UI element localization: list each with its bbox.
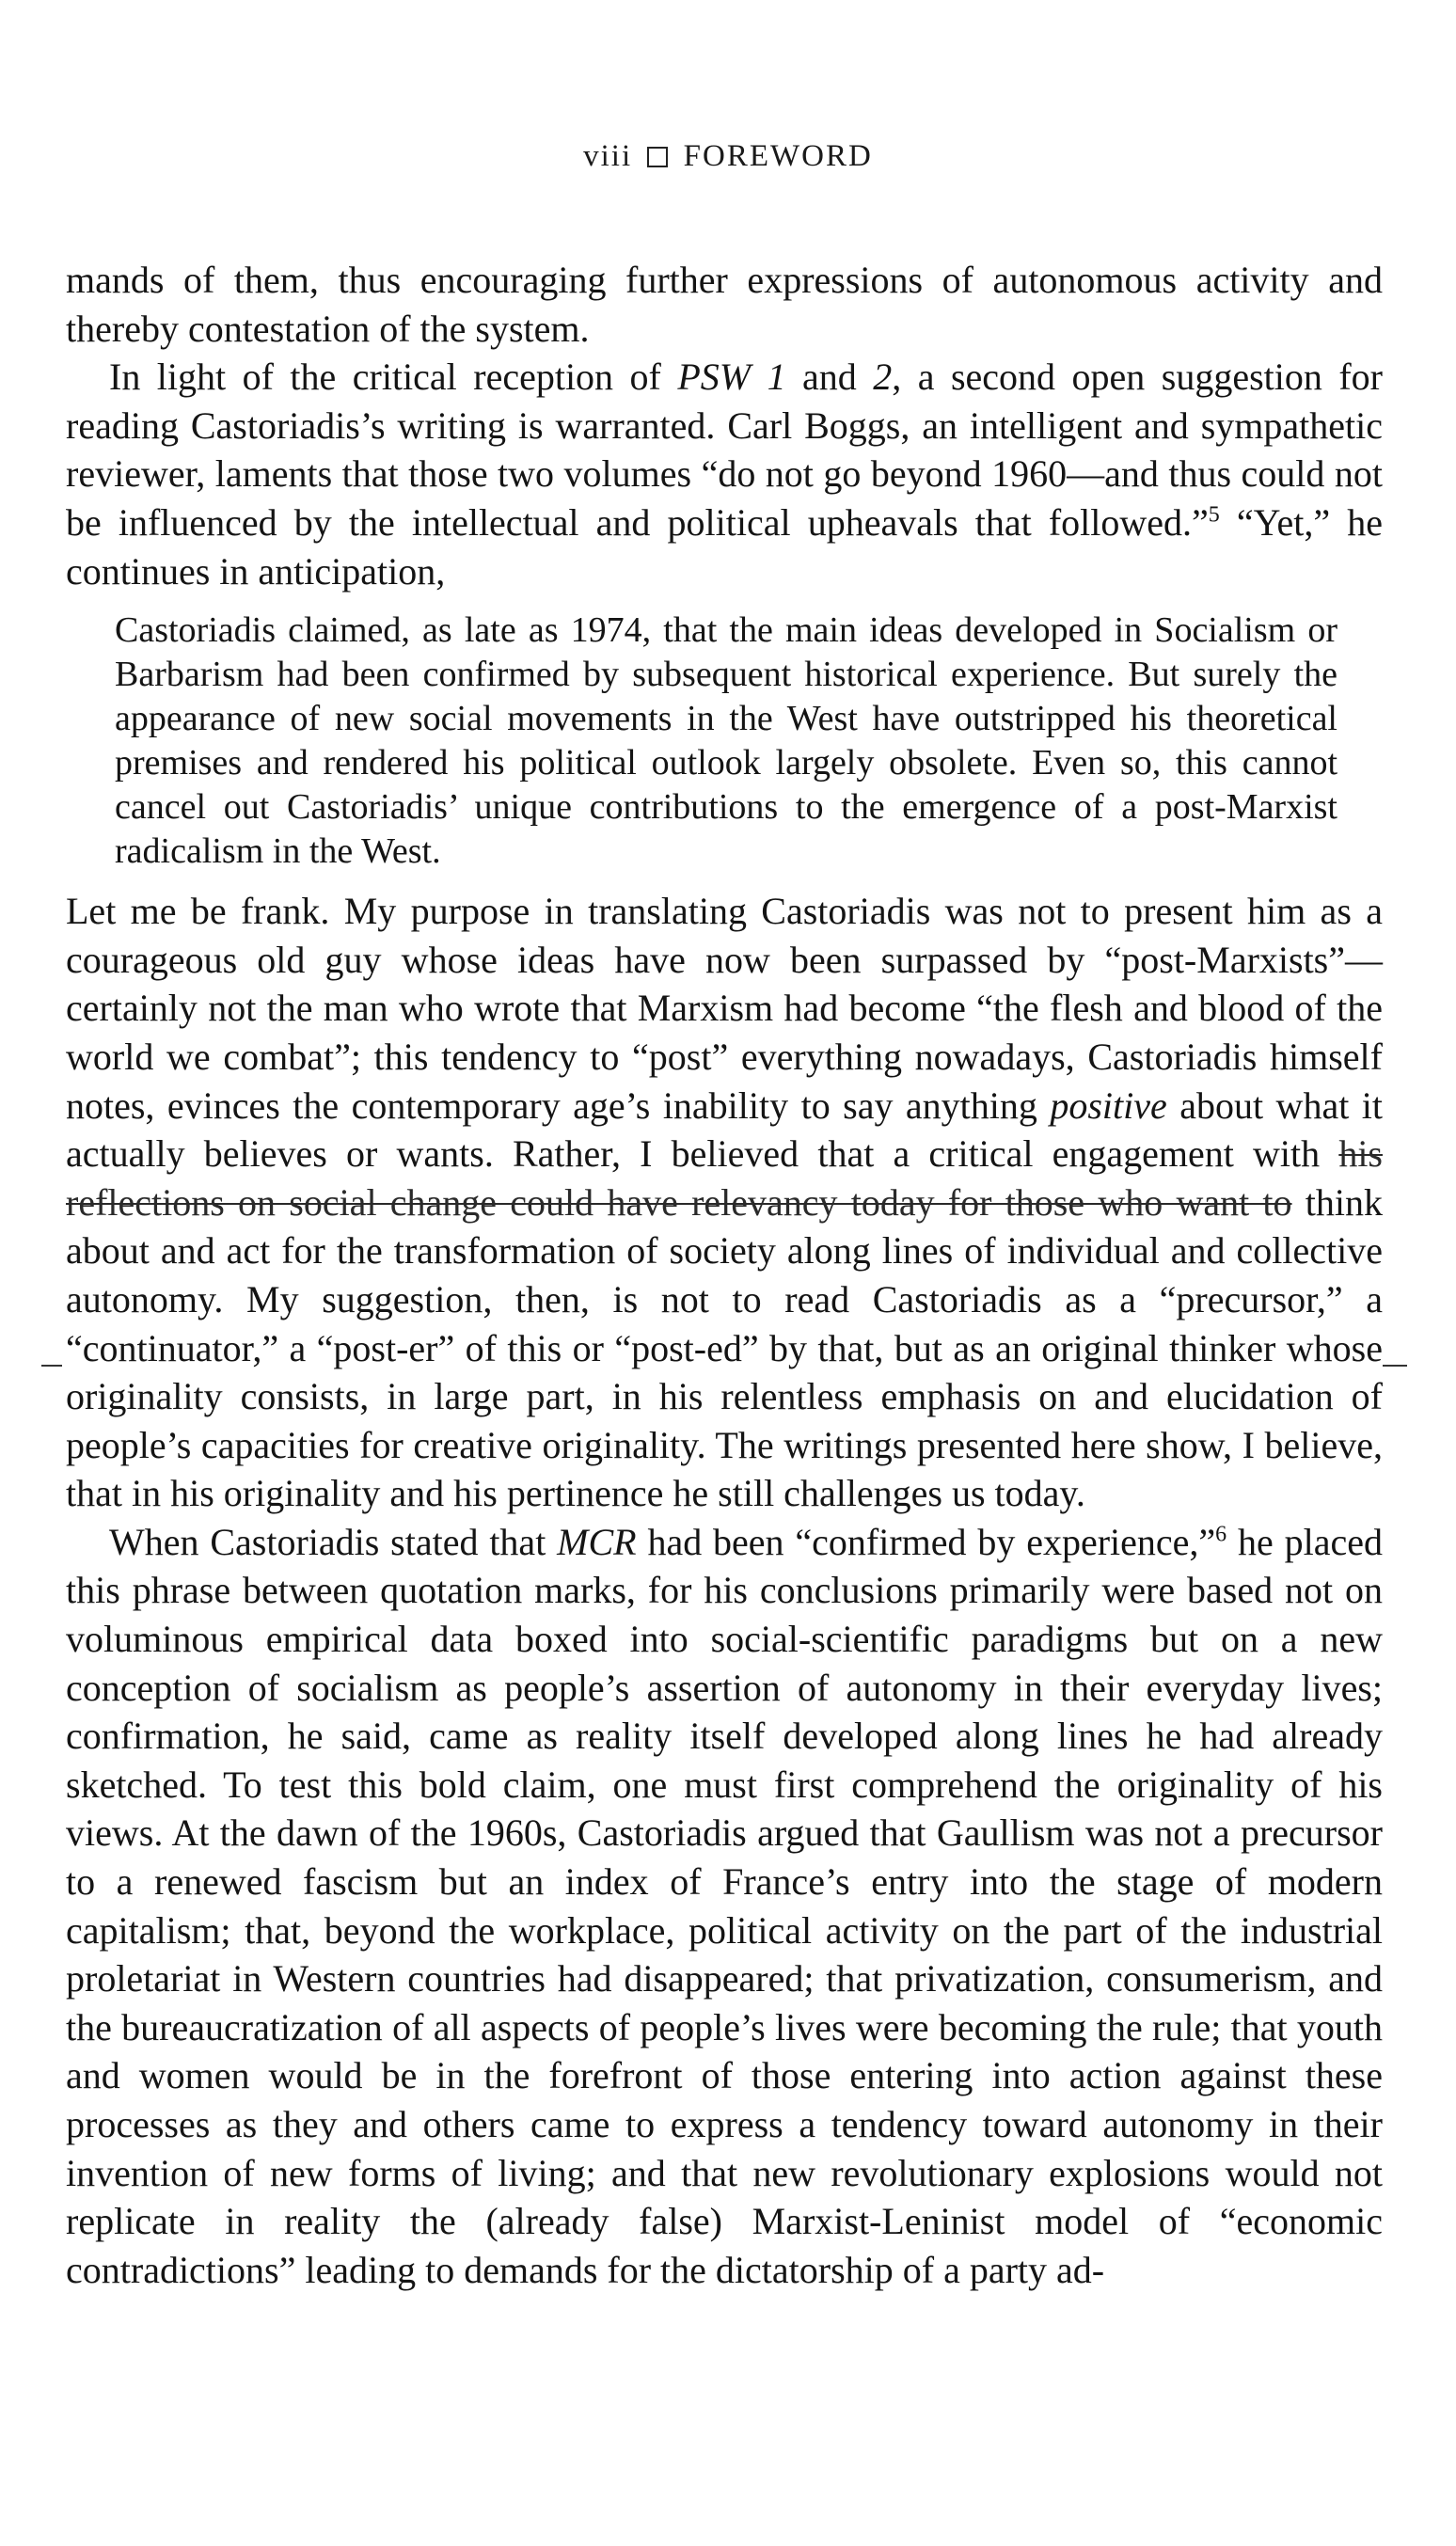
paragraph-critical-reception: [66, 353, 1383, 595]
p2-text-a: In light of the critical reception of: [109, 356, 678, 399]
p3-text-b: about what it actually believes or wants. Rather, I believed that a critical engagement with: [66, 1083, 1383, 1176]
margin-mark-right: [1383, 1365, 1407, 1367]
p4-text-a: When Castoriadis stated that: [109, 1520, 558, 1563]
margin-mark-left: [41, 1365, 62, 1367]
p2-italic-title-2: 2: [873, 356, 893, 399]
block-quote: [115, 609, 1337, 874]
paragraph-continuation: [66, 256, 1383, 353]
p2-text-c: , a second open suggestion for reading Castoriadis’s writing is warranted. Carl Boggs, an intelligent and sympathetic reviewer, laments that those two volumes “do not go beyond 1960—and thus could not be influenced by the intellectual and political upheavals that followed.”: [66, 356, 1383, 544]
p3-text-c: think about and act for the transformation of society along lines of individual and collective autonomy. My suggestion, then, is not to read Castoriadis as a “precursor,” a “continuator,” a “post-er” of this or “post-ed” by that, but as an original thinker whose originality consists, in large part, in his relentless emphasis on and elucidation of people’s capacities for creative originality. The writings presented here show, I believe, that in his originality and his pertinence he still challenges us today.: [66, 1180, 1383, 1515]
p4-text-c: he placed this phrase between quotation marks, for his conclusions primarily were based not on voluminous empirical data boxed into social-scientific paradigms but on a new conception of socialism as people’s assertion of autonomy in their everyday lives; confirmation, he said, came as reality itself developed along lines he had already sketched. To test this bold claim, one must first comprehend the originality of his views. At the dawn of the 1960s, Castoriadis argued that Gaullism was not a precursor to a renewed fascism but an index of France’s entry into the stage of modern capitalism; that, beyond the workplace, political activity on the part of the industrial proletariat in Western countries had disappeared; that privatization, consumerism, and the bureaucratization of all aspects of people’s lives were becoming the rule; that youth and women would be in the forefront of those entering into action against these processes as they and others came to express a tendency toward autonomy in their invention of new forms of living; and that new revolutionary explosions would not replicate in reality the (already false) Marxist-Leninist model of “economic contradictions” leading to demands for the dictatorship of a party ad-: [66, 1520, 1383, 2291]
p4-italic-mcr: MCR: [557, 1520, 637, 1563]
p3-text-a: Let me be frank. My purpose in translating Castoriadis was not to present him as a courageous old guy whose ideas have now been surpassed by “post-Marxists”—certainly not the man who wrote that Marxism had become “the flesh and blood of the world we combat”; this tendency to “post” everything nowadays, Castoriadis himself notes, evinces the contemporary age’s inability to say anything: [66, 890, 1383, 1127]
p2-text-b: and: [785, 356, 874, 399]
p2-italic-title: PSW 1: [677, 356, 786, 399]
box-ornament-icon: [647, 147, 668, 167]
section-title: FOREWORD: [683, 139, 873, 173]
paragraph-let-me-be-frank: [66, 887, 1383, 1518]
quote-text: Castoriadis claimed, as late as 1974, that the main ideas developed in Socialism or Barbarism had been confirmed by subsequent historical experience. But surely the appearance of new social movements in the West have outstripped his theoretical premises and rendered his political outlook largely obsolete. Even so, this cannot cancel out Castoriadis’ unique contributions to the emergence of a post-Marxist radicalism in the West.: [115, 610, 1337, 872]
p2-text-d: “Yet,” he continues in anticipation,: [66, 500, 1383, 593]
page-number: viii: [583, 139, 633, 173]
running-head: [0, 139, 1456, 174]
paragraph-1-text: mands of them, thus encouraging further expressions of autonomous activity and thereby contestation of the system.: [66, 259, 1383, 350]
paragraph-castoriadis-stated: [66, 1518, 1383, 2295]
body-text: [66, 256, 1383, 2294]
p3-italic-positive: positive: [1050, 1083, 1167, 1127]
footnote-ref-6: 6: [1215, 1522, 1227, 1547]
p3-struck-line: his reflections on social change could have relevancy today for those who want to: [66, 1132, 1383, 1224]
footnote-ref-5: 5: [1208, 502, 1220, 528]
p4-text-b: had been “confirmed by experience,”: [636, 1520, 1216, 1563]
